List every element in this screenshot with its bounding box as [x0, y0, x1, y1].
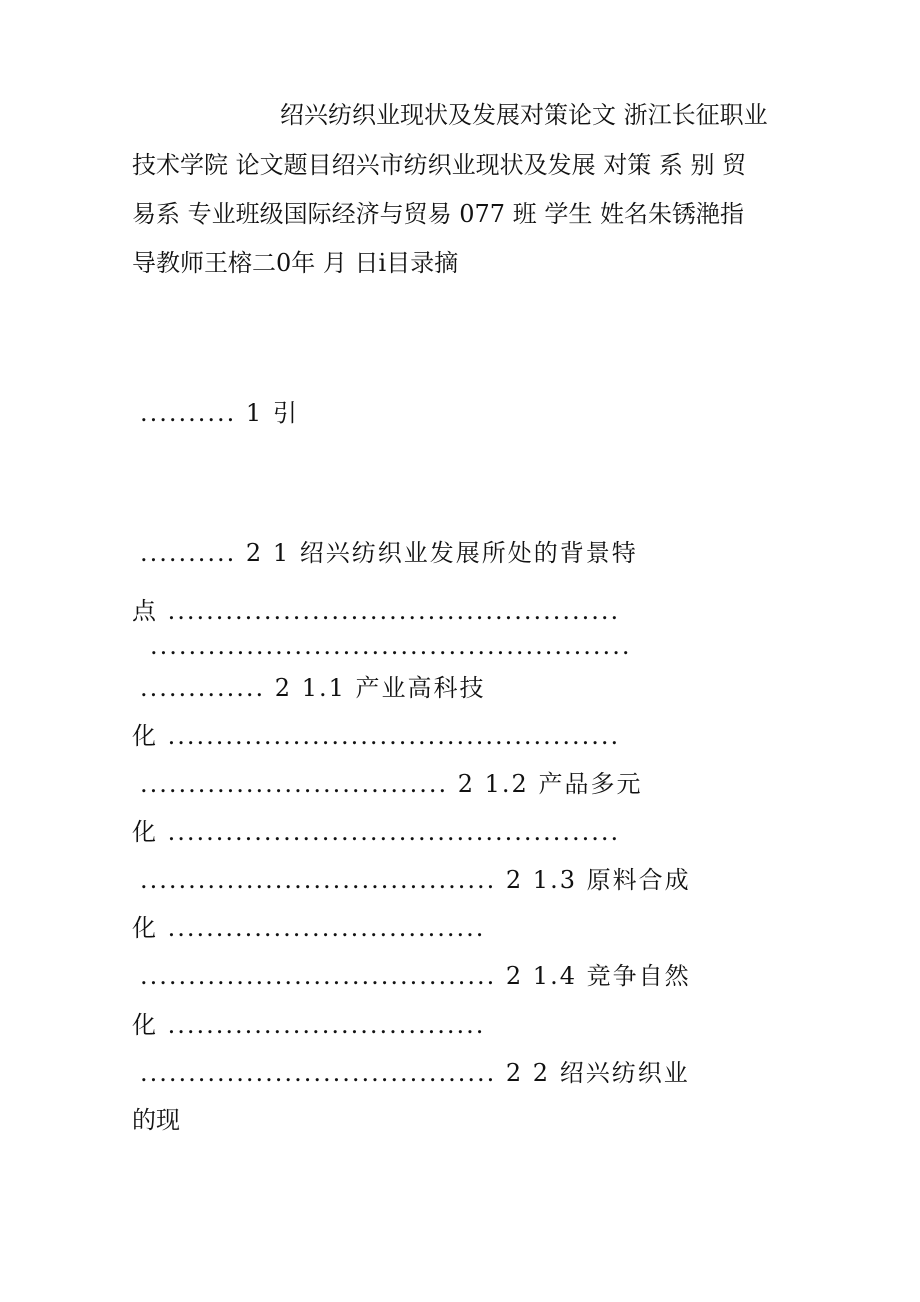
toc-entry-5: ............. 2 1.1 产业高科技: [140, 674, 486, 702]
toc-entry-13: ..................................... 2 2 绍兴纺织业: [140, 1059, 690, 1087]
toc-entry-11: ..................................... 2 1.4 竞争自然: [140, 962, 691, 990]
doc-title-line-1: 绍兴纺织业现状及发展对策论文 浙江长征职业: [280, 101, 768, 129]
toc-entry-6: 化 ...............................................: [132, 722, 621, 750]
toc-entry-12: 化 .................................: [132, 1011, 486, 1039]
toc-entry-10: 化 .................................: [132, 914, 486, 942]
doc-title-line-3: 易系 专业班级国际经济与贸易 077 班 学生 姓名朱锈滟指: [132, 200, 744, 228]
toc-entry-8: 化 ...............................................: [132, 818, 621, 846]
doc-title-line-4: 导教师王榕二0年 月 日i目录摘: [132, 249, 459, 277]
toc-entry-2: .......... 2 1 绍兴纺织业发展所处的背景特: [140, 539, 638, 567]
toc-entry-14: 的现: [132, 1106, 180, 1134]
toc-entry-9: ..................................... 2 1.3 原料合成: [140, 866, 691, 894]
toc-entry-7: ................................ 2 1.2 产品多元: [140, 770, 643, 798]
toc-entry-4: ..................................................: [150, 632, 632, 660]
toc-entry-3: 点 ...............................................: [132, 597, 621, 625]
doc-title-line-2: 技术学院 论文题目绍兴市纺织业现状及发展 对策 系 别 贸: [132, 151, 747, 179]
toc-entry-1: .......... 1 引: [140, 399, 299, 427]
